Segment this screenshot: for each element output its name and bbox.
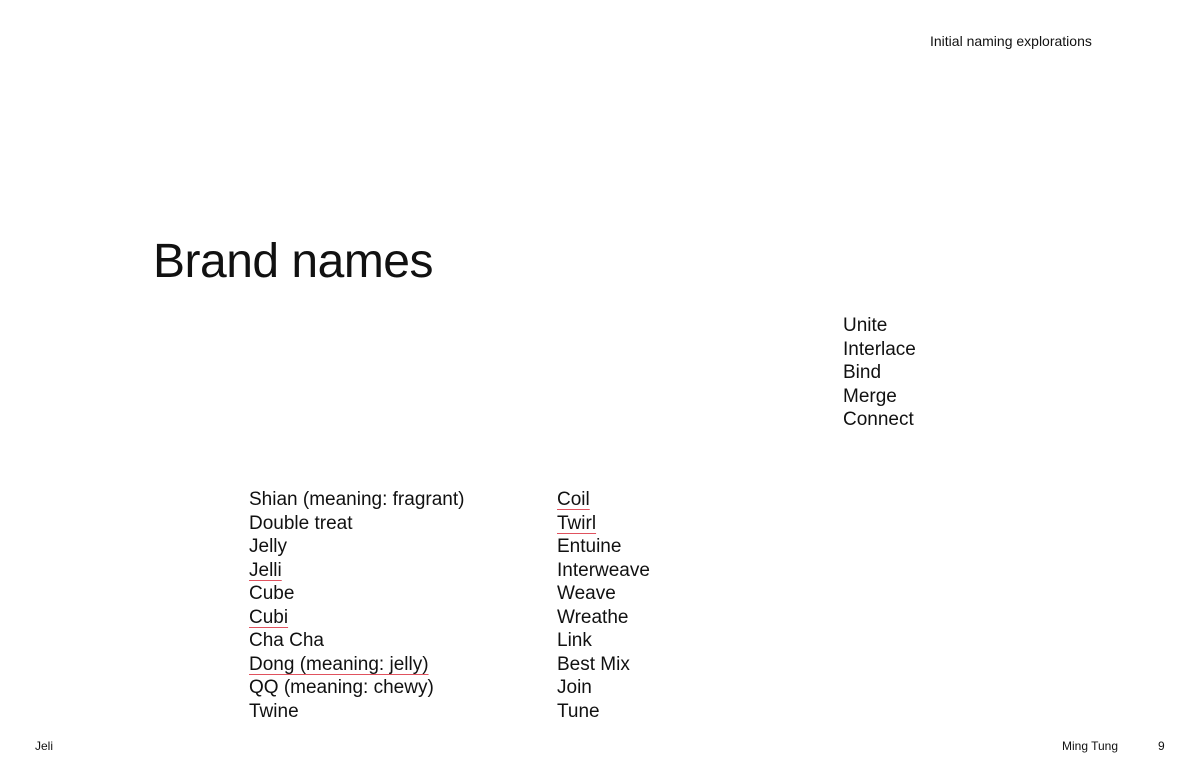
brand-name-text: Interlace xyxy=(843,338,916,360)
brand-name-text: Dong (meaning: jelly) xyxy=(249,653,429,675)
brand-name-text: Double treat xyxy=(249,512,353,534)
brand-name-text: Jelli xyxy=(249,559,282,581)
brand-name-text: Best Mix xyxy=(557,653,630,675)
brand-name-item xyxy=(557,606,650,630)
brand-name-item xyxy=(843,338,916,362)
brand-name-text: Cube xyxy=(249,583,295,604)
brand-name-text: Wreathe xyxy=(557,606,629,628)
brand-name-item xyxy=(557,653,650,677)
brand-name-item xyxy=(843,408,916,432)
brand-name-item xyxy=(249,676,464,700)
brand-name-item xyxy=(557,582,650,606)
brand-name-item xyxy=(249,488,464,512)
page-number: 9 xyxy=(1158,739,1165,753)
brand-name-text: Jelly xyxy=(249,536,288,557)
brand-name-text: Twine xyxy=(249,700,299,722)
brand-name-text: Weave xyxy=(557,583,616,604)
brand-name-item xyxy=(557,512,650,536)
name-list-right-group xyxy=(843,314,916,432)
brand-name-text: Unite xyxy=(843,315,888,336)
brand-name-item xyxy=(557,535,650,559)
brand-name-item xyxy=(557,559,650,583)
brand-name-item xyxy=(557,676,650,700)
brand-name-item xyxy=(249,606,464,630)
brand-name-text: Coil xyxy=(557,489,590,510)
brand-name-text: Entuine xyxy=(557,536,622,557)
page-title: Brand names xyxy=(153,235,433,288)
brand-name-text: Join xyxy=(557,677,592,698)
brand-name-text: QQ (meaning: chewy) xyxy=(249,677,434,698)
brand-name-text: Twirl xyxy=(557,512,597,534)
brand-name-item xyxy=(249,700,464,724)
footer-author: Ming Tung xyxy=(1062,739,1119,753)
brand-name-text: Tune xyxy=(557,700,600,722)
section-label: Initial naming explorations xyxy=(930,33,1092,49)
name-list-column-2 xyxy=(557,488,650,723)
brand-name-item xyxy=(843,314,916,338)
brand-name-text: Cubi xyxy=(249,606,289,628)
brand-name-text: Interweave xyxy=(557,559,650,581)
brand-name-text: Merge xyxy=(843,385,897,407)
name-list-column-1 xyxy=(249,488,464,723)
footer-project-name: Jeli xyxy=(35,739,54,753)
brand-name-item xyxy=(249,535,464,559)
brand-name-item xyxy=(249,629,464,653)
brand-name-item xyxy=(249,582,464,606)
brand-name-item xyxy=(249,653,464,677)
brand-name-item xyxy=(557,488,650,512)
brand-name-text: Cha Cha xyxy=(249,630,324,651)
brand-name-text: Link xyxy=(557,630,592,651)
brand-name-text: Shian (meaning: fragrant) xyxy=(249,489,465,510)
brand-name-text: Connect xyxy=(843,409,914,430)
brand-name-item xyxy=(843,361,916,385)
brand-name-item xyxy=(843,385,916,409)
brand-name-item xyxy=(249,559,464,583)
brand-name-item xyxy=(249,512,464,536)
brand-name-text: Bind xyxy=(843,362,882,383)
brand-name-item xyxy=(557,629,650,653)
brand-name-item xyxy=(557,700,650,724)
